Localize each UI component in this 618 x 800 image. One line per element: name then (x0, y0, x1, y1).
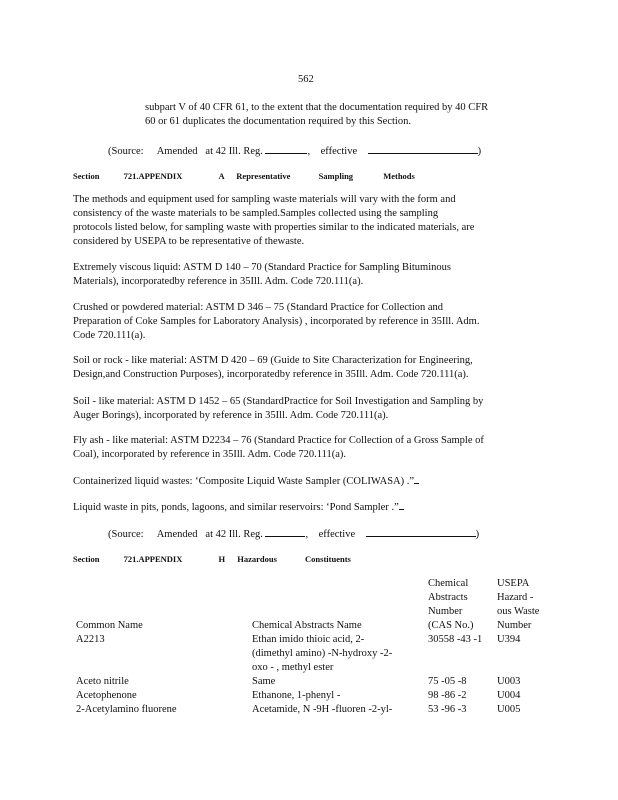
header-abstracts-name: Chemical Abstracts Name (252, 620, 362, 631)
cell-common: A2213 (76, 634, 105, 645)
header-common-name: Common Name (76, 620, 143, 631)
source-label: (Source: (108, 146, 144, 157)
paragraph-line: Materials), incorporatedby reference in 35Ill. Adm. Code 720.111(a). (73, 276, 364, 287)
close-paren: ) (477, 146, 482, 157)
cell-cas: 75 -05 -8 (428, 676, 467, 687)
section-label: Section (73, 171, 100, 181)
amended-label: Amended (156, 529, 198, 540)
cell-line: (dimethyl amino) -N-hydroxy -2- (252, 648, 393, 659)
header-line: USEPA (497, 578, 530, 589)
paragraph-line: Soil or rock - like material: ASTM D 420 – 69 (Guide to Site Characterization for Engineering, (73, 355, 473, 366)
heading-word-2: Sampling (318, 171, 354, 181)
cell-cas: 98 -86 -2 (428, 690, 467, 701)
cell-line: Ethan imido thioic acid, 2- (252, 634, 365, 645)
cell-abstracts: Acetamide, N -9H -fluoren -2-yl- (252, 704, 393, 715)
appendix-label: 721.APPENDIX (123, 171, 183, 181)
paragraph-line: considered by USEPA to be representative of thewaste. (73, 236, 305, 247)
section-label: Section (73, 554, 100, 564)
reg-label: at 42 Ill. Reg. (205, 146, 263, 157)
paragraph-line: Containerized liquid wastes: ‘Composite Liquid Waste Sampler (COLIWASA) .” (73, 476, 415, 487)
heading-word-1: Hazardous (237, 554, 277, 564)
source-note-1: (Source: Amended at 42 Ill. Reg. , effective ) (108, 143, 481, 159)
header-line: Chemical (428, 578, 469, 589)
paragraph-line: Code 720.111(a). (73, 330, 146, 341)
paragraph-line: Design,and Construction Purposes), incorporatedby reference in 35Ill. Adm. Code 720.111(a). (73, 369, 469, 380)
paragraph-line: Liquid waste in pits, ponds, lagoons, and similar reservoirs: ‘Pond Sampler .” (73, 502, 399, 513)
source-note-2: (Source: Amended at 42 Ill. Reg. , effective ) (108, 526, 479, 542)
cell-line: oxo - , methyl ester (252, 662, 334, 673)
source-label: (Source: (108, 529, 144, 540)
paragraph-line: Extremely viscous liquid: ASTM D 140 – 70 (Standard Practice for Sampling Bituminous (73, 262, 451, 273)
paragraph-line: The methods and equipment used for sampling waste materials will vary with the form and (73, 194, 456, 205)
header-cas (428, 577, 474, 633)
cell-usepa: U394 (497, 634, 521, 645)
heading-word-2: Constituents (305, 554, 351, 564)
page-number: 562 (298, 74, 314, 85)
header-usepa (497, 577, 539, 633)
paragraph-line: Preparation of Coke Samples for Laboratory Analysis) , incorporated by reference in 35Ill. Adm. (73, 316, 480, 327)
appendix-letter: A (218, 171, 225, 181)
intro-line-2: 60 or 61 duplicates the documentation required by this Section. (145, 116, 411, 127)
paragraph-line: Coal), incorporated by reference in 35Ill. Adm. Code 720.111(a). (73, 449, 347, 460)
amended-label: Amended (156, 146, 198, 157)
heading-word-1: Representative (236, 171, 291, 181)
cell-common: 2-Acetylamino fluorene (76, 704, 177, 715)
paragraph-line: protocols listed below, for sampling waste with properties similar to the indicated materials, are (73, 222, 475, 233)
effective-label: effective (318, 529, 356, 540)
header-line: (CAS No.) (428, 620, 474, 631)
intro-line-1: subpart V of 40 CFR 61, to the extent that the documentation required by 40 CFR (145, 102, 489, 113)
heading-word-3: Methods (383, 171, 415, 181)
appendix-label: 721.APPENDIX (123, 554, 183, 564)
effective-label: effective (320, 146, 358, 157)
paragraph-line: Crushed or powdered material: ASTM D 346 – 75 (Standard Practice for Collection and (73, 302, 444, 313)
cell-cas: 53 -96 -3 (428, 704, 467, 715)
header-line: Hazard - (497, 592, 534, 603)
paragraph-line: Soil - like material: ASTM D 1452 – 65 (StandardPractice for Soil Investigation and Sampling by (73, 396, 484, 407)
paragraph-line: Auger Borings), incorporated by reference in 35Ill. Adm. Code 720.111(a). (73, 410, 389, 421)
header-line: Number (497, 620, 532, 631)
cell-usepa: U004 (497, 690, 521, 701)
close-paren: ) (475, 529, 480, 540)
cell-abstracts (252, 633, 392, 675)
cell-abstracts: Same (252, 676, 276, 687)
header-line: Abstracts (428, 592, 468, 603)
appendix-letter: H (218, 554, 226, 564)
paragraph-line: Fly ash - like material: ASTM D2234 – 76 (Standard Practice for Collection of a Gross Sample of (73, 435, 484, 446)
cell-cas: 30558 -43 -1 (428, 634, 483, 645)
reg-label: at 42 Ill. Reg. (205, 529, 263, 540)
cell-usepa: U005 (497, 704, 521, 715)
header-line: ous Waste (497, 606, 540, 617)
cell-common: Acetophenone (76, 690, 137, 701)
header-line: Number (428, 606, 463, 617)
cell-common: Aceto nitrile (76, 676, 129, 687)
paragraph-line: consistency of the waste materials to be sampled.Samples collected using the sampling (73, 208, 439, 219)
cell-abstracts: Ethanone, 1-phenyl - (252, 690, 341, 701)
cell-usepa: U003 (497, 676, 521, 687)
